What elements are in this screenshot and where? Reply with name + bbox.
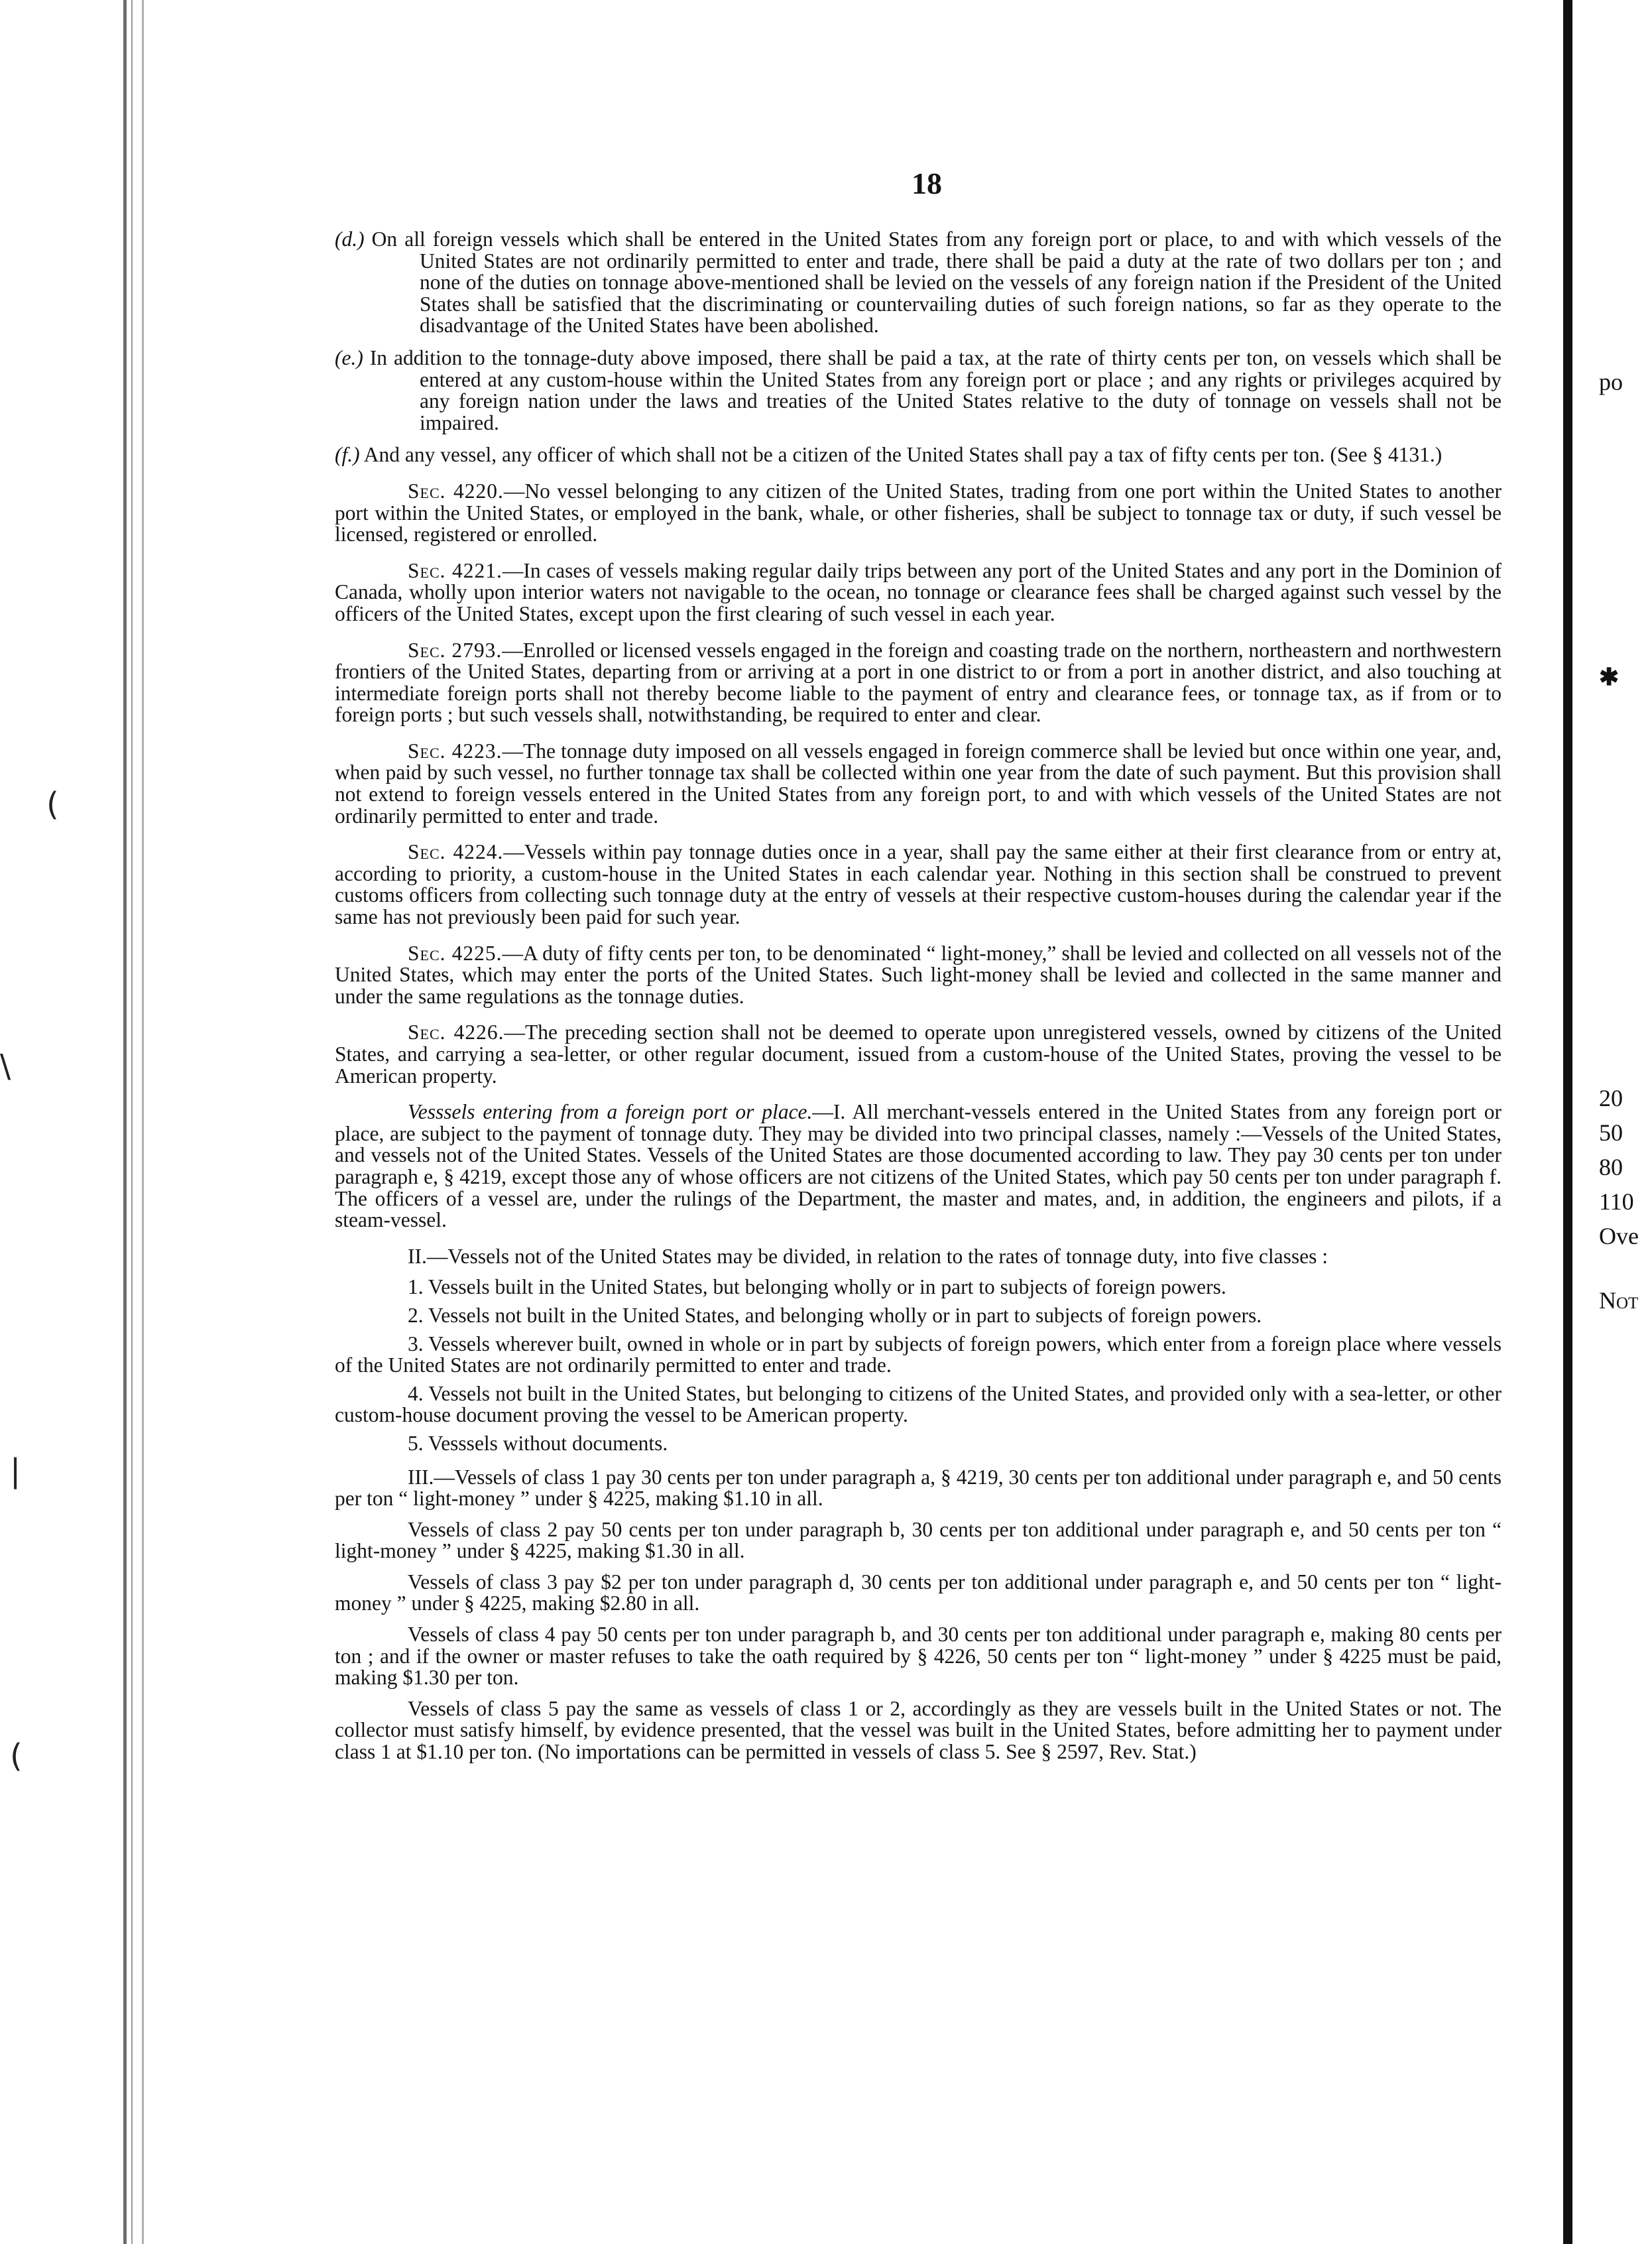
part-three-paragraph: Vessels of class 4 pay 50 cents per ton under paragraph b, and 30 cents per ton additional under paragraph e, making 80 cents per ton ; and if the owner or master refuses to take the oath required by § 4226, 50 cents per ton “ light-money ” under § 4225 must be paid, making $1.30 per ton. [335, 1623, 1502, 1690]
section-4220 [335, 481, 1502, 546]
gutter-line [123, 0, 127, 2244]
vessels-entering-text: —I. All merchant-vessels entered in the United States from any foreign port or place, are subject to the payment of tonnage duty. They may be divided into two principal classes, namely :—Vessels of the United States, and vessels not of the United States. Vessels of the United States are those documented according to law. They pay 30 cents per ton under paragraph e, § 4219, except those any of whose officers are not citizens of the United States, which pay 50 cents per ton under paragraph f. The officers of a vessel are, under the rulings of the Department, the master and mates, and, in addition, the engineers and pilots, if a steam-vessel. [335, 1100, 1502, 1232]
section-text: —The preceding section shall not be deemed to operate upon unregistered vessels, owned by citizens of the United States, and carrying a sea-letter, or other regular document, issued from a custom-house of the United States, proving the vessel to be American property. [335, 1021, 1502, 1088]
section-label: Sec. 4220. [408, 479, 504, 503]
gutter-line [142, 0, 144, 2244]
clause-marker: (f.) [335, 443, 360, 467]
scan-mark: | [10, 1452, 21, 1489]
vessels-entering-paragraph [335, 1101, 1502, 1231]
section-text: —Enrolled or licensed vessels engaged in the foreign and coasting trade on the northern, northeastern and northwestern frontiers of the United States, departing from or arriving at a port in one district to or from a port in another district, and also touching at intermediate foreign ports shall not thereby become liable to the payment of entry and clearance fees, or tonnage tax, as if from or to foreign ports ; but such vessels shall, notwithstanding, be required to enter and clear. [335, 638, 1502, 727]
page-body [335, 229, 1502, 1773]
section-label: Sec. 4226. [408, 1021, 504, 1044]
clause-marker: (d.) [335, 227, 365, 251]
margin-fragment: Not [1599, 1287, 1639, 1314]
page-number: 18 [912, 166, 942, 200]
vessel-class-item: 5. Vesssels without documents. [408, 1431, 668, 1455]
section-4221 [335, 560, 1502, 625]
vessel-class-item: 4. Vessels not built in the United States, but belonging to citizens of the United States, and provided only with a sea-letter, or other custom-house document proving the vessel to be American property. [335, 1381, 1502, 1427]
section-4226 [335, 1022, 1502, 1087]
section-text: —Vessels within pay tonnage duties once in a year, shall pay the same either at their first clearance from or entry at, according to priority, a custom-house in the United States in each calendar year. Nothing in this section shall be construed to prevent customs officers from collecting such tonnage duty at the entry of vessels at their respective custom-houses during the calendar year if the same has not previously been paid for such year. [335, 840, 1502, 929]
section-4223 [335, 741, 1502, 827]
clause-marker: (e.) [335, 345, 363, 369]
vessel-class-item: 3. Vessels wherever built, owned in whole or in part by subjects of foreign powers, which enter from a foreign place where vessels of the United States are not ordinarily permitted to enter and trade. [335, 1332, 1502, 1377]
part-three-paragraph: Vessels of class 3 pay $2 per ton under paragraph d, 30 cents per ton additional under paragraph e, and 50 cents per ton “ light-money ” under § 4225, making $2.80 in all. [335, 1570, 1502, 1615]
margin-fragment: 80 [1599, 1154, 1623, 1180]
gutter-line [131, 0, 133, 2244]
scan-mark: ( [46, 786, 59, 823]
margin-fragment: Ove [1599, 1223, 1639, 1249]
section-4225 [335, 943, 1502, 1008]
section-4224 [335, 842, 1502, 928]
margin-fragment: ✱ [1599, 664, 1620, 690]
section-2793 [335, 640, 1502, 726]
scan-mark: ( [10, 1737, 23, 1775]
part-three-paragraph: III.—Vessels of class 1 pay 30 cents per ton under paragraph a, § 4219, 30 cents per ton additional under paragraph e, and 50 cents per ton “ light-money ” under § 4225, making $1.10 in all. [335, 1465, 1502, 1511]
adjacent-page-edge [1563, 0, 1652, 2244]
section-text: —A duty of fifty cents per ton, to be denominated “ light-money,” shall be levied and collected on all vessels not of the United States, which may enter the ports of the United States. Such light-money shall be levied and collected in the same manner and under the same regulations as the tonnage duties. [335, 941, 1502, 1008]
clause-text: In addition to the tonnage-duty above imposed, there shall be paid a tax, at the rate of thirty cents per ton, on vessels which shall be entered at any custom-house within the United States from any foreign port or place ; and any rights or privileges acquired by any foreign nation under the laws and treaties of the United States relative to the duty of tonnage on vessels shall not be impaired. [369, 345, 1502, 434]
clause-e [335, 347, 1502, 434]
margin-fragment: 20 [1599, 1085, 1623, 1111]
section-label: Sec. 4223. [408, 739, 502, 763]
section-text: —The tonnage duty imposed on all vessels engaged in foreign commerce shall be levied but once within one year, and, when paid by such vessel, no further tonnage tax shall be collected within one year from the date of such payment. But this provision shall not extend to foreign vessels entered in the United States from any foreign port, to and with which vessels of the United States are not ordinarily permitted to enter and trade. [335, 739, 1502, 828]
margin-fragment: 110 [1599, 1188, 1634, 1215]
section-label: Sec. 4221. [408, 558, 502, 582]
part-three-paragraph: Vessels of class 2 pay 50 cents per ton under paragraph b, 30 cents per ton additional under paragraph e, and 50 cents per ton “ light-money ” under § 4225, making $1.30 in all. [335, 1517, 1502, 1563]
part-three-paragraph: Vessels of class 5 pay the same as vessels of class 1 or 2, accordingly as they are vessels built in the United States or not. The collector must satisfy himself, by evidence presented, that the vessel was built in the United States, before admitting her to payment under class 1 at $1.10 per ton. (No importations can be permitted in vessels of class 5. See § 2597, Rev. Stat.) [335, 1696, 1502, 1764]
vessel-class-item: 1. Vessels built in the United States, but belonging wholly or in part to subjects of foreign powers. [408, 1275, 1226, 1299]
scan-mark: \ [0, 1048, 11, 1085]
clause-text: On all foreign vessels which shall be entered in the United States from any foreign port or place, to and with which vessels of the United States are not ordinarily permitted to enter and trade, there shall be paid a duty at the rate of two dollars per ton ; and none of the duties on tonnage above-mentioned shall be levied on the vessels of any foreign nation if the President of the United States shall be satisfied that the discriminating or countervailing duties of such foreign nations, so far as they operate to the disadvantage of the United States have been abolished. [371, 227, 1502, 338]
vessel-class-item: 2. Vessels not built in the United States, and belonging wholly or in part to subjects of foreign powers. [408, 1303, 1262, 1327]
section-text: —No vessel belonging to any citizen of the United States, trading from one port within the United States to another port within the United States, or employed in the bank, whale, or other fisheries, shall be subject to tonnage tax or duty, if such vessel be licensed, registered or enrolled. [335, 479, 1502, 546]
margin-fragment: po [1599, 369, 1623, 395]
margin-fragment: 50 [1599, 1119, 1623, 1146]
section-label: Sec. 4225. [408, 941, 502, 965]
clause-f [335, 444, 1502, 466]
vessels-entering-heading: Vesssels entering from a foreign port or place. [408, 1100, 813, 1124]
section-label: Sec. 2793. [408, 638, 502, 662]
clause-d [335, 229, 1502, 337]
part-two-intro: II.—Vessels not of the United States may be divided, in relation to the rates of tonnage duty, into five classes : [408, 1244, 1328, 1268]
section-text: —In cases of vessels making regular daily trips between any port of the United States and any port in the Dominion of Canada, wholly upon interior waters not navigable to the ocean, no tonnage or clearance fees shall be charged against such vessel by the officers of the United States, except upon the first clearing of such vessel in each year. [335, 558, 1502, 625]
clause-text: And any vessel, any officer of which shall not be a citizen of the United States shall pay a tax of fifty cents per ton. (See § 4131.) [363, 443, 1443, 467]
section-label: Sec. 4224. [408, 840, 504, 864]
